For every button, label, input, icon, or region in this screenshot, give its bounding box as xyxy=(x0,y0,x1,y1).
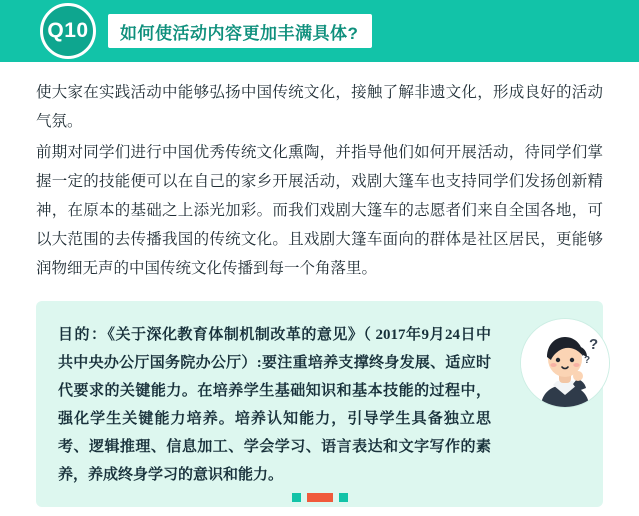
purpose-note-card xyxy=(36,301,603,507)
question-number-badge: Q10 xyxy=(40,3,96,59)
paragraph-2: 前期对同学们进行中国优秀传统文化熏陶，并指导他们如何开展活动，待同学们掌握一定的技能便可以在自己的家乡开展活动，戏剧大篷车也支持同学们发扬创新精神，在原本的基础之上添光加彩。而我们戏剧大篷车的志愿者们来自全国各地，可以大范围的去传播我国的传统文化。且戏剧大篷车面向的群体是社区居民，更能够润物细无声的中国传统文化传播到每一个角落里。 xyxy=(36,144,603,277)
header xyxy=(0,0,639,62)
note-label: 目的： xyxy=(58,327,108,343)
pagination-dots xyxy=(0,493,639,502)
pagination-dot-active[interactable] xyxy=(307,493,333,502)
svg-text:?: ? xyxy=(584,355,591,366)
page-title: 如何使活动内容更加丰满具体? xyxy=(120,23,359,43)
boy-illustration-avatar xyxy=(521,319,609,407)
note-content xyxy=(58,321,491,489)
content-body xyxy=(0,62,639,516)
question-title-plate xyxy=(108,14,372,48)
pagination-dot-3[interactable] xyxy=(339,493,348,502)
pagination-dot-1[interactable] xyxy=(292,493,301,502)
svg-text:?: ? xyxy=(589,336,599,353)
note-body: 《关于深化教育体制机制改革的意见》（ 2017年9月24日中共中央办公厅国务院办公厅）:要注重培养支撑终身发展、适应时代要求的关键能力。在培养学生基础知识和基本技能的过程中，强化学生关键能力培养。培养认知能力，引导学生具备独立思考、逻辑推理、信息加工、学会学习、语言表达和文字写作的素养，养成终身学习的意识和能力。 xyxy=(58,327,491,483)
paragraph-1: 使大家在实践活动中能够弘扬中国传统文化，接触了解非遗文化，形成良好的活动气氛。 xyxy=(36,84,603,130)
